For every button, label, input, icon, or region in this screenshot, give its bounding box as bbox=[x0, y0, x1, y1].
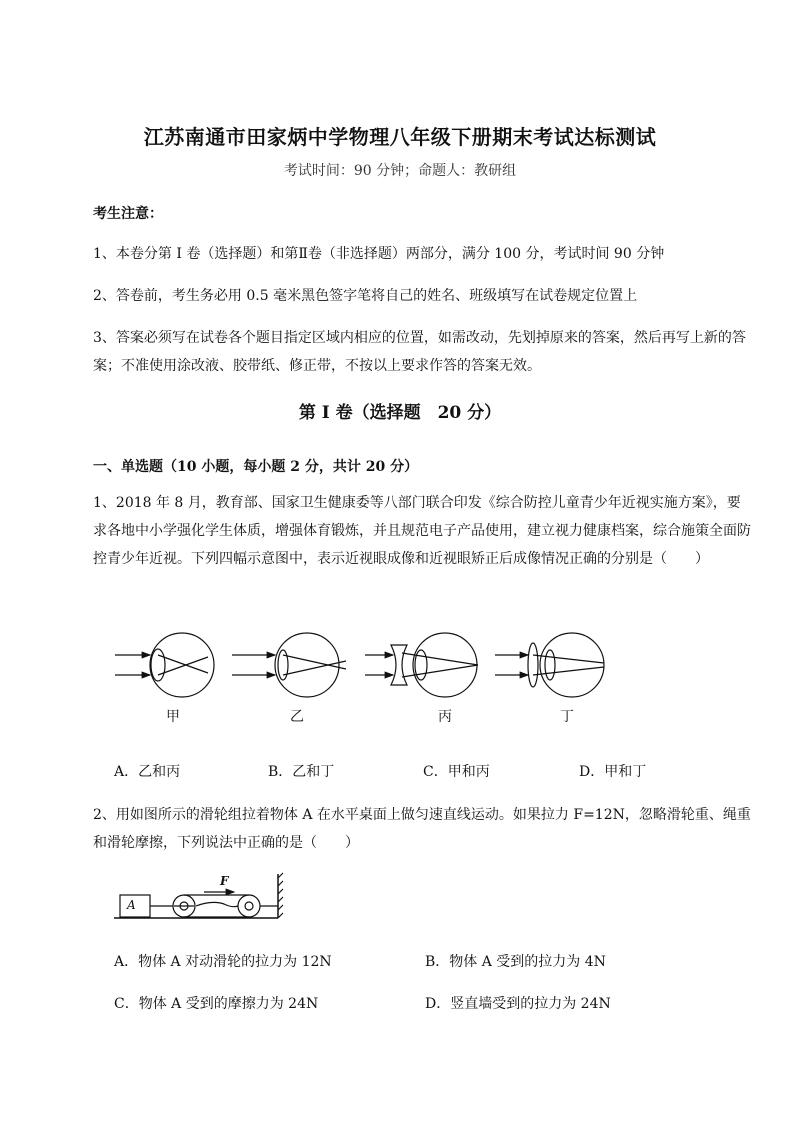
document-subtitle: 考试时间：90 分钟；命题人：教研组 bbox=[283, 163, 517, 179]
block-a-label: A bbox=[127, 898, 136, 912]
q2-option-c[interactable]: C．物体 A 受到的摩擦力为 24N bbox=[114, 996, 319, 1012]
q1-option-c[interactable]: C．甲和丙 bbox=[423, 764, 490, 780]
notice-heading: 考生注意： bbox=[93, 206, 163, 222]
figure-label-jia: 甲 bbox=[166, 709, 180, 725]
section-title: 第 I 卷（选择题 20 分） bbox=[298, 403, 502, 423]
figure-label-ding: 丁 bbox=[560, 709, 574, 725]
figure-label-bing: 丙 bbox=[438, 709, 452, 725]
eye-diagram-bing bbox=[365, 633, 478, 697]
notice-item-1: 1、本卷分第 I 卷（选择题）和第Ⅱ卷（非选择题）两部分，满分 100 分，考试时间 90 分钟 bbox=[93, 246, 665, 262]
force-f-label: F bbox=[220, 874, 229, 888]
question-1-stem: 1、2018 年 8 月，教育部、国家卫生健康委等八部门联合印发《综合防控儿童青少年近视实施方案》，要求各地中小学强化学生体质，增强体育锻炼，并且规范电子产品使用，建立视力健康档案，综合施策全面防控青少年近视。下列四幅示意图中，表示近视眼成像和近视眼矫正后成像情况正确的分别是（ ） bbox=[93, 495, 751, 567]
figure-label-yi: 乙 bbox=[290, 709, 304, 725]
eye-diagram-ding bbox=[495, 633, 604, 697]
part-heading: 一、单选题（10 小题，每小题 2 分，共计 20 分） bbox=[93, 459, 419, 475]
q1-option-a[interactable]: A．乙和丙 bbox=[114, 764, 181, 780]
notice-item-3: 3、答案必须写在试卷各个题目指定区域内相应的位置，如需改动，先划掉原来的答案，然后再写上新的答案；不准使用涂改液、胶带纸、修正带，不按以上要求作答的答案无效。 bbox=[93, 330, 746, 374]
eye-diagram-yi bbox=[232, 633, 346, 697]
q2-option-b[interactable]: B．物体 A 受到的拉力为 4N bbox=[425, 954, 606, 970]
notice-item-2: 2、答卷前，考生务必用 0.5 毫米黑色签字笔将自己的姓名、班级填写在试卷规定位置上 bbox=[93, 288, 638, 304]
q2-option-d[interactable]: D．竖直墙受到的拉力为 24N bbox=[425, 996, 611, 1012]
pulley-figure bbox=[112, 870, 292, 920]
q1-option-d[interactable]: D．甲和丁 bbox=[579, 764, 647, 780]
eye-diagram-jia bbox=[115, 633, 214, 697]
q1-option-b[interactable]: B．乙和丁 bbox=[268, 764, 335, 780]
document-title: 江苏南通市田家炳中学物理八年级下册期末考试达标测试 bbox=[143, 125, 657, 149]
question-2-stem: 2、用如图所示的滑轮组拉着物体 A 在水平桌面上做匀速直线运动。如果拉力 F=12N，忽略滑轮重、绳重和滑轮摩擦，下列说法中正确的是（ ） bbox=[93, 807, 751, 851]
q2-option-a[interactable]: A．物体 A 对动滑轮的拉力为 12N bbox=[114, 954, 332, 970]
